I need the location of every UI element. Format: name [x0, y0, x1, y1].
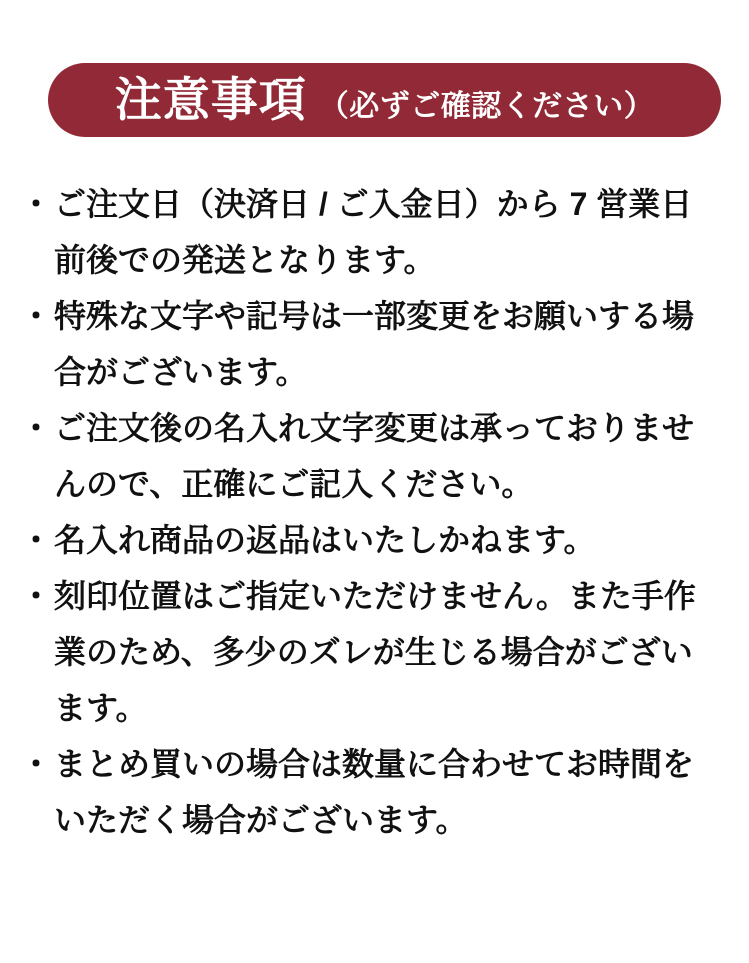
note-line: 刻印位置はご指定いただけません。また手作 — [54, 578, 696, 614]
note-text — [54, 176, 749, 288]
bullet-marker: ・ — [20, 746, 53, 782]
note-item-bulk-order — [20, 736, 749, 848]
bullet-marker: ・ — [20, 298, 53, 334]
note-text — [54, 568, 749, 736]
note-text — [54, 512, 749, 568]
note-line: ご注文日（決済日 / ご入金日）から 7 営業日 — [54, 186, 693, 222]
note-line: まとめ買いの場合は数量に合わせてお時間を — [54, 746, 695, 782]
note-item-engraving-position — [20, 568, 749, 736]
note-line: 前後での発送となります。 — [54, 242, 436, 278]
bullet-marker: ・ — [20, 578, 53, 614]
note-line: 業のため、多少のズレが生じる場合がござい — [54, 634, 693, 670]
note-line: いただく場合がございます。 — [54, 802, 468, 838]
bullet-marker: ・ — [20, 522, 53, 558]
note-line: ご注文後の名入れ文字変更は承っておりませ — [54, 410, 695, 446]
note-item-no-returns — [20, 512, 749, 568]
note-line: 名入れ商品の返品はいたしかねます。 — [54, 522, 596, 558]
note-text — [54, 736, 749, 848]
note-item-special-characters — [20, 288, 749, 400]
banner-title: 注意事項 — [114, 73, 307, 126]
note-line: ます。 — [54, 690, 148, 726]
bullet-marker: ・ — [20, 410, 53, 446]
note-line: んので、正確にご記入ください。 — [54, 466, 534, 502]
note-item-no-change-after-order — [20, 400, 749, 512]
notice-banner — [48, 63, 721, 137]
note-line: 特殊な文字や記号は一部変更をお願いする場 — [54, 298, 695, 334]
note-text — [54, 288, 749, 400]
bullet-marker: ・ — [20, 186, 53, 222]
banner-subtitle: （必ずご確認ください） — [318, 90, 655, 123]
note-text — [54, 400, 749, 512]
note-item-shipping — [20, 176, 749, 288]
notes-list — [0, 176, 749, 848]
note-line: 合がございます。 — [54, 354, 308, 390]
